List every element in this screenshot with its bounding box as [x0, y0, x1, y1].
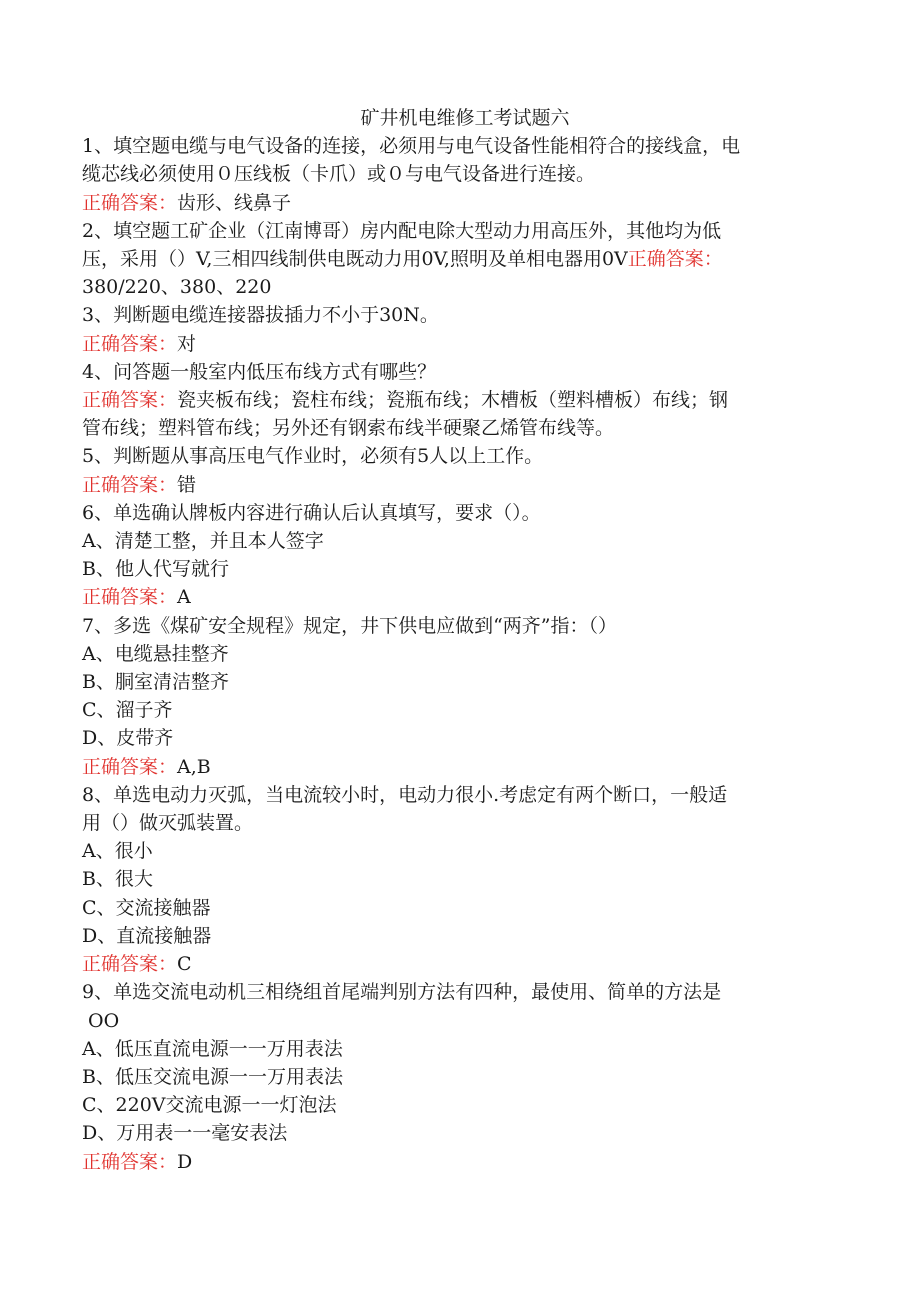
question-7-option-b: B、胴室清洁整齐	[82, 671, 229, 694]
question-9-line-1: 9、单选交流电动机三相绕组首尾端判别方法有四种，最使用、简单的方法是	[82, 981, 722, 1004]
question-9-line-2: OO	[82, 1009, 120, 1032]
answer-value: D	[177, 1150, 193, 1173]
question-1-line-1: 1、填空题电缆与电气设备的连接，必须用与电气设备性能相符合的接线盒，电	[82, 135, 741, 158]
question-8-option-d: D、直流接触器	[82, 924, 212, 947]
answer-value: A,B	[177, 755, 211, 778]
question-6-option-b: B、他人代写就行	[82, 558, 229, 581]
answer-label: 正确答案：	[82, 191, 178, 214]
question-6-option-a: A、清楚工整，并且本人签字	[82, 530, 324, 553]
question-6-line-1: 6、单选确认牌板内容进行确认后认真填写，要求（）。	[82, 501, 541, 524]
question-9-option-a: A、低压直流电源一一万用表法	[82, 1037, 343, 1060]
question-9-option-d: D、万用表一一毫安表法	[82, 1122, 288, 1145]
question-7-answer	[82, 753, 830, 781]
answer-label: 正确答案：	[82, 586, 178, 609]
question-6-answer	[82, 583, 830, 611]
answer-label: 正确答案：	[627, 248, 723, 271]
question-5-line-1: 5、判断题从事高压电气作业时，必须有5人以上工作。	[82, 445, 544, 468]
question-9-option-c: C、220V交流电源一一灯泡法	[82, 1094, 337, 1117]
answer-value: 瓷夹板布线；瓷柱布线；瓷瓶布线；木槽板（塑料槽板）布线；钢	[177, 389, 729, 412]
question-7-option-c: C、溜子齐	[82, 699, 173, 722]
question-2-line-1: 2、填空题工矿企业（江南博哥）房内配电除大型动力用高压外，其他均为低	[82, 219, 722, 242]
question-7-option-d: D、皮带齐	[82, 727, 174, 750]
question-8-line-1: 8、单选电动力灭弧，当电流较小时，电动力很小.考虑定有两个断口，一般适	[82, 783, 728, 806]
question-5-answer	[82, 471, 830, 499]
question-1-line-2: 缆芯线必须使用０压线板（卡爪）或０与电气设备进行连接。	[82, 163, 596, 186]
answer-label: 正确答案：	[82, 473, 178, 496]
answer-label: 正确答案：	[82, 389, 178, 412]
question-7-option-a: A、电缆悬挂整齐	[82, 642, 229, 665]
question-4-answer-line-2: 管布线；塑料管布线；另外还有钢索布线半硬聚乙烯管布线等。	[82, 417, 615, 440]
answer-value: 齿形、线鼻子	[177, 191, 292, 214]
question-8-answer	[82, 950, 830, 978]
page-title: 矿井机电维修工考试题六	[360, 107, 570, 129]
answer-value: A	[177, 586, 191, 609]
answer-value: 错	[177, 473, 197, 496]
answer-value: 对	[177, 332, 197, 355]
question-3-answer	[82, 330, 830, 358]
answer-label: 正确答案：	[82, 953, 178, 976]
question-2-line-2-text: 压，采用（）V,三相四线制供电既动力用0V,照明及单相电器用0V	[82, 248, 628, 271]
question-2-line-2	[82, 245, 830, 273]
question-9-option-b: B、低压交流电源一一万用表法	[82, 1065, 343, 1088]
question-8-option-a: A、很小	[82, 840, 153, 863]
answer-value: C	[177, 953, 192, 976]
question-7-line-1: 7、多选《煤矿安全规程》规定，井下供电应做到“两齐”指：（）	[82, 614, 618, 637]
question-2-answer-value: 380/220、380、220	[82, 276, 272, 299]
question-8-option-b: B、很大	[82, 868, 153, 891]
question-9-answer	[82, 1148, 830, 1176]
question-4-answer	[82, 386, 830, 414]
question-3-line-1: 3、判断题电缆连接器拔插力不小于30N。	[82, 304, 439, 327]
question-4-line-1: 4、问答题一般室内低压布线方式有哪些？	[82, 360, 437, 383]
answer-label: 正确答案：	[82, 755, 178, 778]
question-8-line-2: 用（）做灭弧装置。	[82, 812, 254, 835]
question-1-answer	[82, 189, 830, 217]
answer-label: 正确答案：	[82, 1150, 178, 1173]
answer-label: 正确答案：	[82, 332, 178, 355]
question-8-option-c: C、交流接触器	[82, 896, 211, 919]
